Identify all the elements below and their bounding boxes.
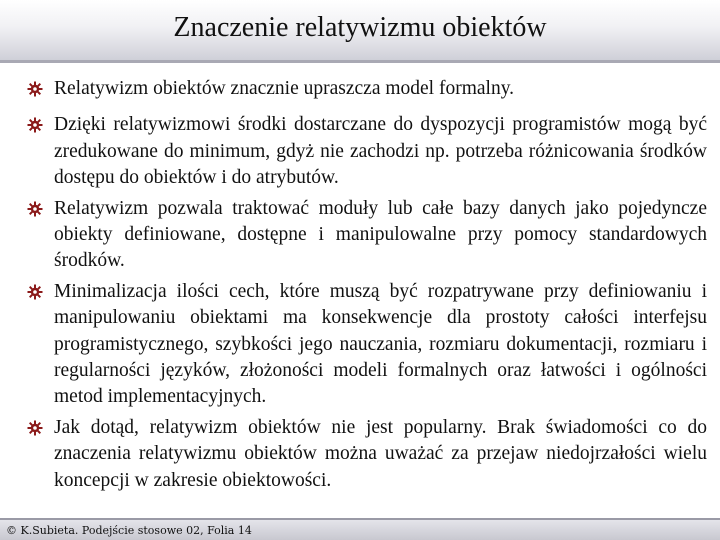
footer-copyright: © K.Subieta. Podejście stosowe 02, Folia 14 (6, 524, 252, 537)
sun-gear-icon (27, 284, 43, 300)
bullet-item (24, 415, 707, 494)
bullet-text: Dzięki relatywizmowi środki dostarczane do dyspozycji programistów mogą być zredukowane do minimum, gdyż nie zachodzi np. potrzeba różnicowania środków dostępu do obiektów i do atrybutów. (54, 114, 707, 189)
sun-gear-icon (27, 201, 43, 217)
title-divider (0, 60, 720, 63)
sun-gear-icon (27, 420, 43, 436)
slide-title: Znaczenie relatywizmu obiektów (173, 12, 547, 43)
bullet-text: Relatywizm obiektów znacznie upraszcza model formalny. (54, 78, 515, 99)
sun-gear-icon (27, 81, 43, 97)
bullet-text: Relatywizm pozwala traktować moduły lub całe bazy danych jako pojedyncze obiekty definiowane, dostępne i manipulowalne przy pomocy standardowych środków. (54, 197, 707, 272)
bullet-list (24, 76, 707, 498)
bullet-item (24, 76, 707, 102)
bullet-text: Jak dotąd, relatywizm obiektów nie jest popularny. Brak świadomości co do znaczenia relatywizmu obiektów można uważać za przejaw niedojrzałości wielu koncepcji w zakresie obiektowości. (54, 416, 707, 491)
bullet-text: Minimalizacja ilości cech, które muszą być rozpatrywane przy definiowaniu i manipulowaniu obiektami ma konsekwencje dla prostoty całości interfejsu programistycznego, szybkości jego nauczania, rozmiaru dokumentacji, rozmiaru i regularności języków, złożoności modeli formalnych oraz łatwości i ogólności metod implementacyjnych. (54, 280, 707, 408)
bullet-item (24, 279, 707, 411)
bullet-item (24, 112, 707, 191)
bullet-item (24, 196, 707, 275)
sun-gear-icon (27, 117, 43, 133)
